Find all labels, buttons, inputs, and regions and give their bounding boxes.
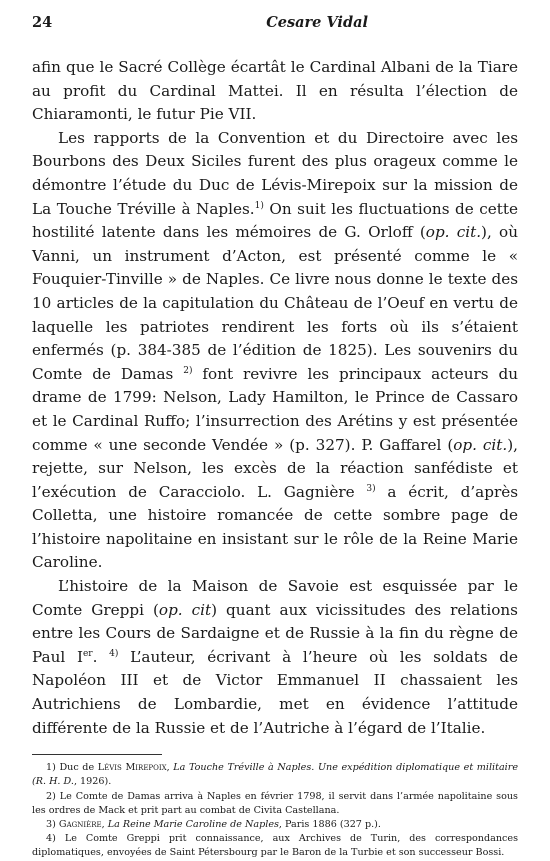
- text-run: 3): [46, 819, 59, 831]
- text-run: 1) Duc de: [46, 762, 98, 774]
- text-run: ,: [166, 762, 174, 774]
- small-caps-run: Lévis Mirepoix: [97, 762, 167, 774]
- page: [32, 14, 518, 861]
- text-run: afin que le Sacré Collège écartât le Cardinal Albani de la Tiare au profit du Cardinal Mattei. Il en résulta l’élection de Chiaramonti, le futur Pie VII.: [32, 58, 518, 124]
- footnote-rule: [32, 754, 162, 755]
- text-run: , Paris 1886 (327 p.).: [278, 819, 381, 831]
- text-run: Les rapports de la Convention et du Directoire avec les Bourbons des Deux Siciles furent des plus orageux comme le démontre l’étude du Duc de Lévis-Mirepoix sur la mission de La Touche Tréville à Naples.: [32, 128, 518, 218]
- italic-run: op. cit.: [425, 223, 482, 242]
- running-header: [32, 14, 518, 38]
- footnote: [32, 761, 518, 789]
- footnote: [32, 790, 518, 818]
- paragraph: [32, 56, 518, 127]
- text-run: L’auteur, écrivant à l’heure où les soldats de Napoléon III et de Victor Emmanuel II chassaient les Autrichiens de Lombardie, met en évidence l’attitude différente de la Russie et de l’Autriche à l’égard de l’Italie.: [32, 647, 518, 737]
- italic-run: La Reine Marie Caroline de Naples: [107, 819, 279, 831]
- running-title: Cesare Vidal: [266, 14, 368, 31]
- text-run: ,: [101, 819, 108, 831]
- text-run: a écrit, d’après Colletta, une histoire romancée de cette sombre page de l’histoire napolitaine en insistant sur le rôle de la Reine Marie Caroline.: [32, 482, 518, 572]
- footnotes: [32, 761, 518, 860]
- italic-run: op. cit.: [453, 435, 508, 454]
- footnote-ref: 1): [254, 200, 264, 211]
- text-run: ), où Vanni, un instrument d’Acton, est présenté comme le « Fouquier-Tinville » de Naples. Ce livre nous donne le texte des 10 articles de la capitulation du Château de l’Oeuf en vertu de laquelle les patriotes rendirent les forts où ils s’étaient enfermés (p. 384-385 de l’édition de 1825). Les souvenirs du Comte de Damas: [32, 223, 518, 383]
- text-run: , 1926).: [73, 776, 112, 788]
- body-text: [32, 56, 518, 740]
- text-run: 2) Le Comte de Damas arriva à Naples en février 1798, il servit dans l’armée napolitaine sous les ordres de Mack et prit part au combat de Civita Castellana.: [32, 790, 518, 816]
- text-run: ) quant aux vicissitudes des relations entre les Cours de Sardaigne et de Russie à la fin du règne de Paul I: [32, 600, 518, 666]
- footnote-ref: 2): [183, 365, 193, 376]
- footnote-ref: 3): [366, 483, 376, 494]
- text-run: ), rejette, sur Nelson, les excès de la réaction sanfédiste et l’exécution de Caracciolo. L. Gagnière: [32, 435, 518, 501]
- text-run: On suit les fluctuations de cette hostilité latente dans les mémoires de G. Orloff (: [32, 199, 518, 242]
- paragraph: [32, 575, 518, 740]
- italic-run: op. cit: [158, 600, 212, 619]
- footnote-ref: 4): [109, 648, 119, 659]
- text-run: .: [92, 647, 110, 666]
- text-run: 4) Le Comte Greppi prit connaissance, aux Archives de Turin, des correspondances diplomatiques, envoyées de Saint Pétersbourg par le Baron de la Turbie et son successeur Bossi.: [32, 833, 518, 859]
- footnote: [32, 818, 518, 832]
- page-number: 24: [32, 14, 53, 31]
- text-run: L’histoire de la Maison de Savoie est esquissée par le Comte Greppi (: [32, 577, 518, 619]
- italic-run: La Touche Tréville à Naples. Une expédition diplomatique et militaire (R. H. D.: [32, 762, 518, 788]
- footnote: [32, 832, 518, 860]
- paragraph: [32, 127, 518, 575]
- small-caps-run: Gagnière: [58, 819, 102, 831]
- footnote-ref: er: [82, 648, 93, 659]
- text-run: font revivre les principaux acteurs du drame de 1799: Nelson, Lady Hamilton, le Prince de Cassaro et le Cardinal Ruffo; l’insurrection des Arétins y est présentée comme « une seconde Vendée » (p. 327). P. Gaffarel (: [32, 364, 518, 454]
